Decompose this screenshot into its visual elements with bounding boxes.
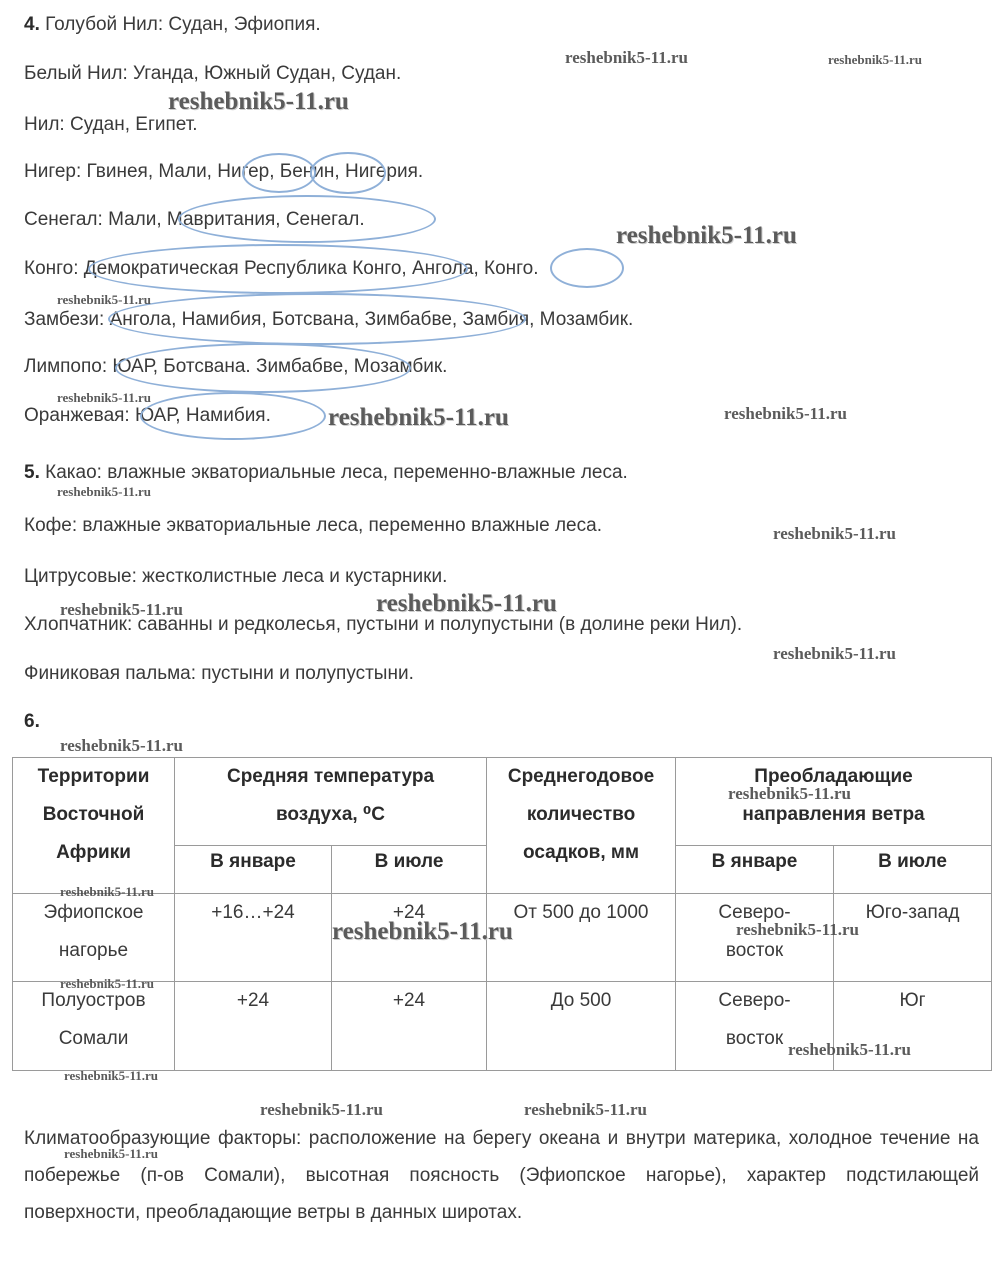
cell-wind-january: Северо-восток: [676, 894, 834, 982]
watermark: reshebnik5-11.ru: [57, 390, 152, 405]
section-4-number: 4.: [24, 14, 40, 35]
section-4-line-3: Нил: Судан, Египет.: [24, 114, 198, 135]
watermark: reshebnik5-11.ru: [60, 736, 183, 755]
watermark: reshebnik5-11.ru: [773, 644, 896, 663]
section-4-line-1: 4. Голубой Нил: Судан, Эфиопия.: [24, 14, 321, 35]
cell-territory: Эфиопское нагорье: [13, 894, 175, 982]
cell-temp-january: +24: [175, 982, 332, 1071]
circle-congo: [550, 248, 624, 288]
section-4-line-2: Белый Нил: Уганда, Южный Судан, Судан.: [24, 63, 402, 84]
section-4-line-7: Замбези: Ангола, Намибия, Ботсвана, Зимбабве, Замбия, Мозамбик.: [24, 309, 634, 330]
watermark: reshebnik5-11.ru: [773, 524, 896, 543]
header-wind-january: В январе: [676, 846, 834, 894]
cell-precipitation: До 500: [487, 982, 676, 1071]
watermark: reshebnik5-11.ru: [60, 600, 183, 619]
header-temperature: Средняя температура воздуха, ⁰С: [175, 758, 487, 846]
section-5-number: 5.: [24, 462, 40, 483]
watermark: reshebnik5-11.ru: [260, 1100, 383, 1119]
watermark: reshebnik5-11.ru: [64, 1068, 159, 1083]
section-4-line-5: Сенегал: Мали, Мавритания, Сенегал.: [24, 209, 365, 230]
section-5-line-4: Хлопчатник: саванны и редколесья, пустыни и полупустыни (в долине реки Нил).: [24, 614, 743, 635]
watermark: reshebnik5-11.ru: [724, 404, 847, 423]
watermark: reshebnik5-11.ru: [616, 222, 797, 249]
watermark: reshebnik5-11.ru: [788, 1040, 911, 1059]
climate-table: [12, 757, 992, 1071]
watermark: reshebnik5-11.ru: [57, 484, 152, 499]
section-4-line-9: Оранжевая: ЮАР, Намибия.: [24, 405, 271, 426]
watermark: reshebnik5-11.ru: [60, 884, 155, 899]
header-temp-january: В январе: [175, 846, 332, 894]
watermark: reshebnik5-11.ru: [332, 918, 513, 945]
section-5-line-3: Цитрусовые: жестколистные леса и кустарники.: [24, 566, 448, 587]
section-4-line-8: Лимпопо: ЮАР, Ботсвана. Зимбабве, Мозамбик.: [24, 356, 448, 377]
watermark: reshebnik5-11.ru: [376, 590, 557, 617]
section-5-line-5: Финиковая пальма: пустыни и полупустыни.: [24, 663, 414, 684]
header-wind-july: В июле: [834, 846, 992, 894]
section-6-number: 6.: [24, 711, 40, 732]
watermark: reshebnik5-11.ru: [328, 404, 509, 431]
watermark: reshebnik5-11.ru: [57, 292, 152, 307]
section-5-line-2: Кофе: влажные экваториальные леса, переменно влажные леса.: [24, 515, 602, 536]
watermark: reshebnik5-11.ru: [736, 920, 859, 939]
header-temp-july: В июле: [332, 846, 487, 894]
section-4-line-4: Нигер: Гвинея, Мали, Нигер, Бенин, Нигерия.: [24, 161, 424, 182]
watermark: reshebnik5-11.ru: [168, 88, 349, 115]
watermark: reshebnik5-11.ru: [565, 48, 688, 67]
watermark: reshebnik5-11.ru: [60, 976, 155, 991]
header-territory: Территории Восточной Африки: [13, 758, 175, 894]
cell-temp-july: +24: [332, 894, 487, 982]
cell-precipitation: От 500 до 1000: [487, 894, 676, 982]
header-precipitation: Среднегодовое количество осадков, мм: [487, 758, 676, 894]
cell-temp-july: +24: [332, 982, 487, 1071]
climate-factors-paragraph: Климатообразующие факторы: расположение на берегу океана и внутри материка, холодное течение на побережье (п-ов Сомали), высотная поясность (Эфиопское нагорье), характер подстилающей поверхности, преобладающие ветры в данных широтах.: [24, 1128, 979, 1223]
header-wind: Преобладающие направления ветра: [676, 758, 992, 846]
cell-wind-july: Юг: [834, 982, 992, 1071]
watermark: reshebnik5-11.ru: [64, 1146, 159, 1161]
section-4-line-6: Конго: Демократическая Республика Конго, Ангола, Конго.: [24, 258, 539, 279]
cell-wind-january: Северо-восток: [676, 982, 834, 1071]
watermark: reshebnik5-11.ru: [828, 52, 923, 67]
watermark: reshebnik5-11.ru: [728, 784, 851, 803]
section-5-line-1: 5. Какао: влажные экваториальные леса, переменно-влажные леса.: [24, 462, 628, 483]
watermark: reshebnik5-11.ru: [524, 1100, 647, 1119]
cell-wind-july: Юго-запад: [834, 894, 992, 982]
cell-territory: Полуостров Сомали: [13, 982, 175, 1071]
cell-temp-january: +16…+24: [175, 894, 332, 982]
